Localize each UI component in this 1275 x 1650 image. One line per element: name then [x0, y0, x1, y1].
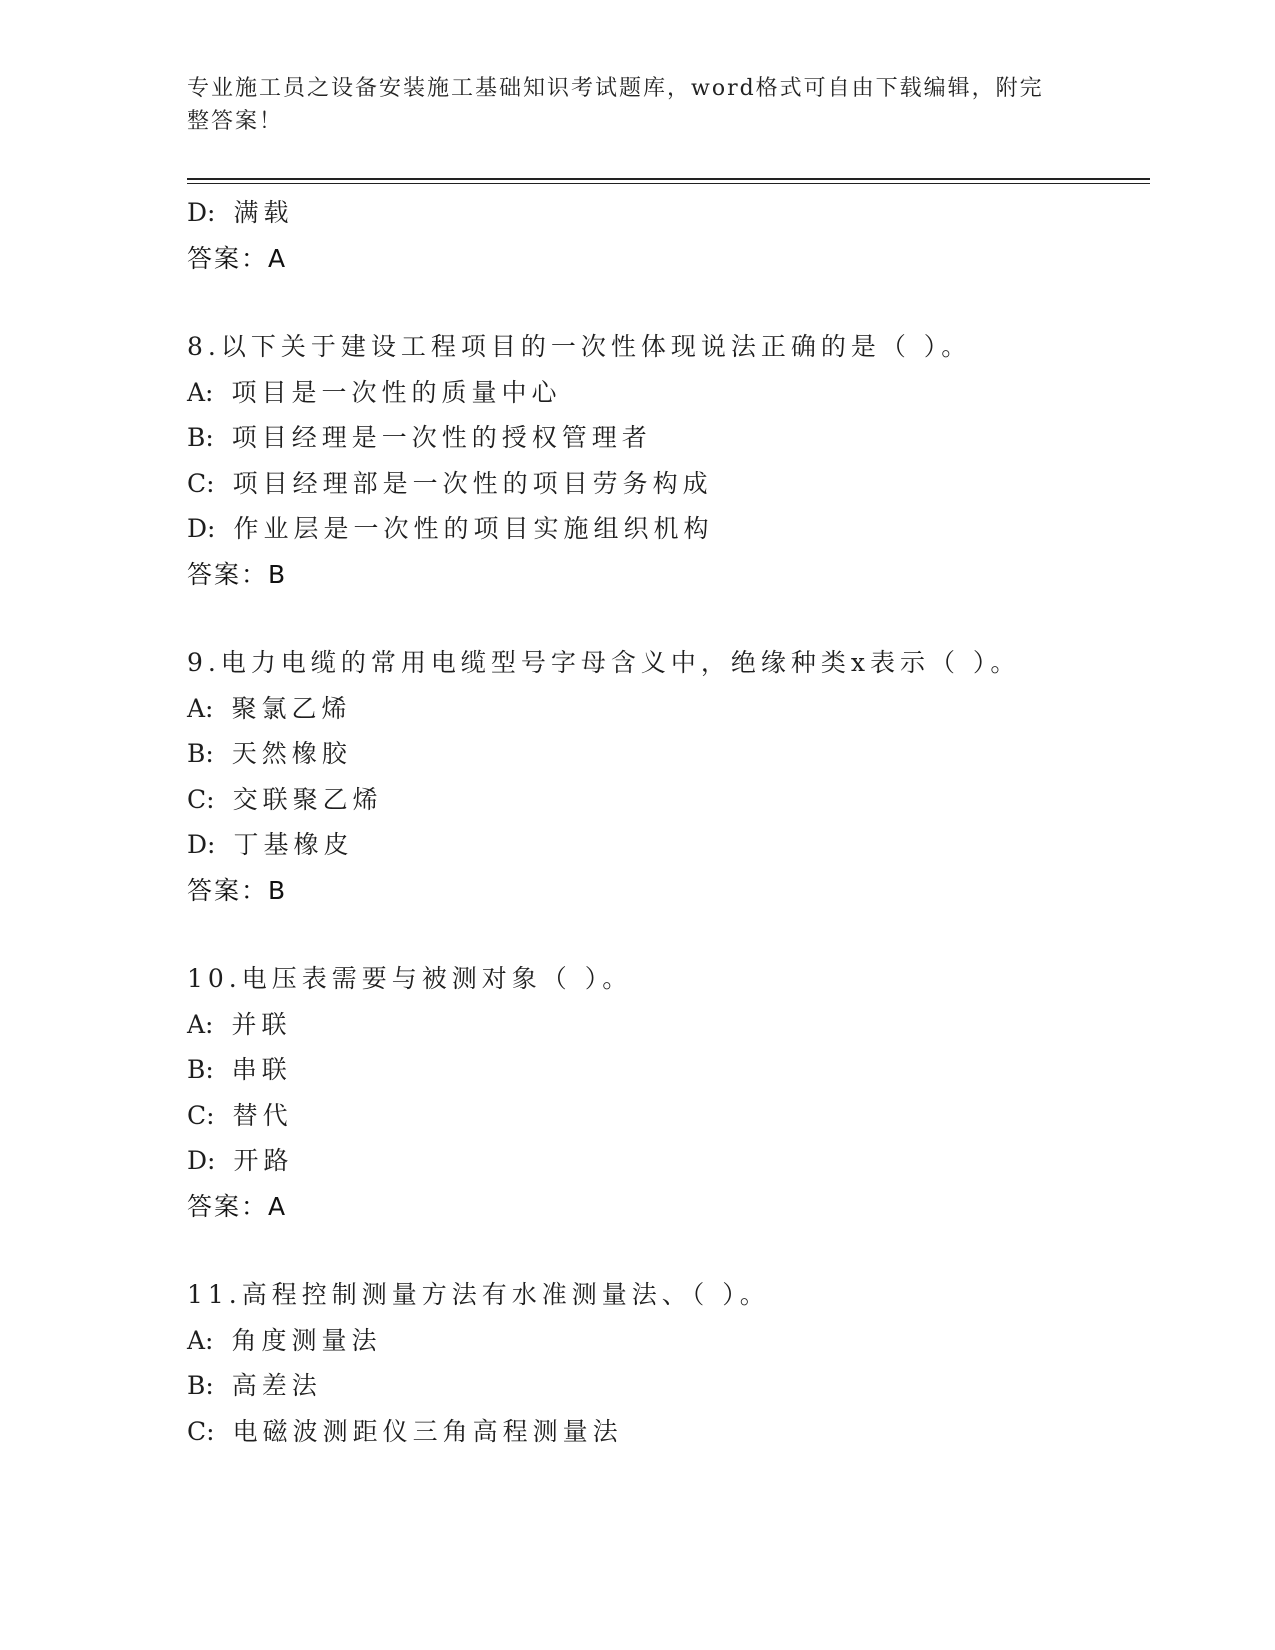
option-text: 项目经理是一次性的授权管理者 — [231, 423, 652, 452]
option-letter: A: — [187, 1009, 214, 1039]
option-letter: B: — [187, 423, 214, 452]
header-divider — [187, 178, 1150, 180]
option-text: 角度测量法 — [231, 1325, 382, 1355]
option-text: 开路 — [233, 1146, 294, 1175]
option-a — [187, 1002, 1147, 1048]
option-letter: C: — [187, 1416, 215, 1446]
option-b — [187, 415, 1147, 461]
option-text: 天然橡胶 — [231, 739, 352, 768]
question-8: 8.以下关于建设工程项目的一次性体现说法正确的是（ ）。 — [187, 332, 972, 361]
option-d — [187, 506, 1147, 552]
option-letter: A: — [187, 1325, 214, 1355]
option-b — [187, 731, 1147, 777]
answer-value: A — [268, 243, 288, 273]
option-letter: D: — [187, 1146, 216, 1175]
header-divider-thin — [187, 183, 1150, 184]
option-letter: A: — [187, 377, 214, 407]
answer-label: 答案： — [187, 1191, 269, 1221]
answer-label: 答案： — [187, 875, 269, 905]
option-text: 满载 — [233, 198, 294, 227]
option-a — [187, 1318, 1147, 1364]
option-c — [187, 1409, 1147, 1455]
option-letter: C: — [187, 1100, 215, 1130]
answer-value: B — [268, 559, 288, 589]
question-11: 11.高程控制测量方法有水准测量法、（ ）。 — [187, 1280, 770, 1309]
option-b — [187, 1363, 1147, 1409]
option-text: 作业层是一次性的项目实施组织机构 — [233, 514, 714, 543]
option-c — [187, 1093, 1147, 1139]
option-text: 项目经理部是一次性的项目劳务构成 — [232, 468, 713, 498]
option-d — [187, 190, 1147, 236]
option-b — [187, 1047, 1147, 1093]
option-text: 串联 — [231, 1055, 292, 1084]
answer-line — [187, 236, 1147, 282]
answer-value: B — [268, 875, 288, 905]
option-text: 电磁波测距仪三角高程测量法 — [232, 1416, 623, 1446]
option-a — [187, 370, 1147, 416]
option-letter: A: — [187, 693, 214, 723]
option-letter: B: — [187, 1055, 214, 1084]
answer-label: 答案： — [187, 243, 269, 273]
option-text: 聚氯乙烯 — [231, 693, 352, 723]
option-letter: B: — [187, 739, 214, 768]
answer-line — [187, 552, 1147, 598]
option-text: 丁基橡皮 — [233, 830, 354, 859]
question-10: 10.电压表需要与被测对象（ ）。 — [187, 964, 633, 993]
option-letter: D: — [187, 514, 216, 543]
option-text: 高差法 — [231, 1371, 322, 1400]
question-list — [187, 190, 1147, 1454]
option-c — [187, 777, 1147, 823]
option-text: 项目是一次性的质量中心 — [231, 377, 562, 407]
option-letter: C: — [187, 468, 215, 498]
answer-line — [187, 1184, 1147, 1230]
question-9: 9.电力电缆的常用电缆型号字母含义中，绝缘种类x表示（ ）。 — [187, 648, 1021, 677]
option-letter: B: — [187, 1371, 214, 1400]
option-letter: C: — [187, 784, 215, 814]
option-text: 交联聚乙烯 — [232, 784, 383, 814]
option-text: 并联 — [231, 1009, 292, 1039]
answer-value: A — [268, 1191, 288, 1221]
page-header: 专业施工员之设备安装施工基础知识考试题库，word格式可自由下载编辑，附完整答案！ — [187, 76, 1044, 134]
option-letter: D: — [187, 830, 216, 859]
answer-line — [187, 868, 1147, 914]
option-d — [187, 1138, 1147, 1184]
option-c — [187, 461, 1147, 507]
answer-label: 答案： — [187, 559, 269, 589]
option-a — [187, 686, 1147, 732]
option-letter: D: — [187, 198, 216, 227]
option-text: 替代 — [232, 1100, 293, 1130]
option-d — [187, 822, 1147, 868]
